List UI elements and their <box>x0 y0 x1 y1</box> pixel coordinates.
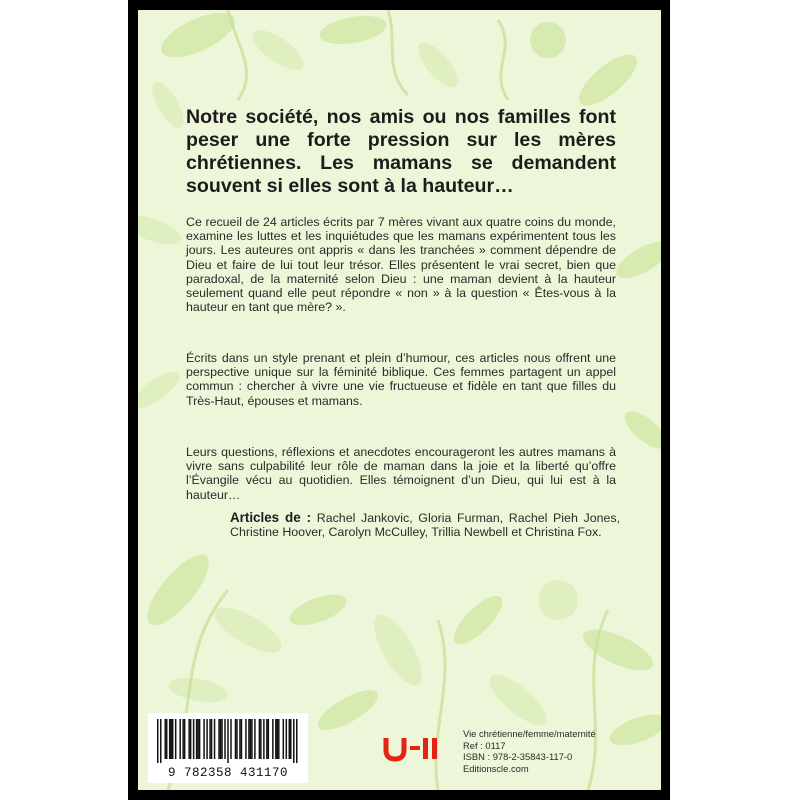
back-cover <box>138 10 661 790</box>
barcode-bar <box>275 719 276 759</box>
barcode-bar <box>179 719 180 759</box>
description-paragraph-1: Ce recueil de 24 articles écrits par 7 mères vivant aux quatre coins du monde, examine les luttes et les inquiétudes que les mamans expérimentent tous les jours. Les auteures ont appris « dans les tranchées » comment dépendre de Dieu et faire de lui tout leur trésor. Elles présentent le vrai secret, bien que paradoxal, de la maternité selon Dieu : une maman devient à la hauteur seulement quand elle peut répondre « non » à la question « Êtes-vous à la hauteur en tant que mère? ». <box>186 215 616 315</box>
barcode-bar <box>169 719 170 759</box>
barcode-bar <box>263 719 264 759</box>
description-paragraph-2: Écrits dans un style prenant et plein d’humour, ces articles nous offrent une perspective unique sur la féminité biblique. Ces femmes partagent un appel commun : chercher à vivre une vie fructueuse et fidèle en tant que filles du Très-Haut, épouses et mamans. <box>186 351 616 408</box>
barcode-bar <box>254 719 255 759</box>
barcode-bar <box>160 719 161 763</box>
barcode-bar <box>164 719 165 759</box>
barcode-bar <box>227 719 228 763</box>
barcode-bar <box>236 719 237 759</box>
barcode-bar <box>190 719 191 759</box>
barcode-bar <box>166 719 167 759</box>
barcode-bar <box>250 719 251 759</box>
barcode-bar <box>230 719 231 759</box>
barcode-bar <box>221 719 222 759</box>
barcode-bar <box>196 719 197 759</box>
category-text: Vie chrétienne/femme/maternité <box>463 728 596 739</box>
barcode-bars <box>157 719 299 763</box>
articles-authors: Rachel Jankovic, Gloria Furman, Rachel Pieh Jones, Christine Hoover, Carolyn McCulley, Trillia Newbell et Christina Fox. <box>230 511 621 540</box>
barcode-bar <box>248 719 249 759</box>
articles-credits <box>230 511 620 539</box>
barcode-bar <box>218 719 219 759</box>
barcode-number: 9 782358 431170 <box>167 766 289 780</box>
barcode-bar <box>203 719 204 759</box>
headline: Notre société, nos amis ou nos familles font peser une forte pression sur les mères chrétiennes. Les mamans se demandent souvent si elles sont à la hauteur… <box>186 106 616 197</box>
barcode-bar <box>296 719 297 763</box>
barcode-bar <box>193 719 194 759</box>
barcode-bar <box>277 719 278 759</box>
barcode-bar <box>286 719 287 759</box>
barcode-bar <box>245 719 246 759</box>
articles-label: Articles de : <box>230 510 312 525</box>
publisher-info <box>463 728 653 774</box>
barcode-bar <box>157 719 158 763</box>
barcode-bar <box>266 719 267 759</box>
barcode-bar <box>283 719 284 759</box>
barcode-bar <box>206 719 207 759</box>
barcode-bar <box>289 719 290 759</box>
barcode-bar <box>272 719 273 759</box>
barcode-bar <box>184 719 185 759</box>
barcode-bar <box>239 719 240 759</box>
barcode-bar <box>211 719 212 759</box>
barcode-bar <box>293 719 294 763</box>
barcode-bar <box>224 719 225 759</box>
barcode-bar <box>214 719 215 759</box>
barcode <box>148 713 308 783</box>
publisher-logo <box>383 736 441 762</box>
barcode-bar <box>170 719 171 759</box>
barcode-bar <box>172 719 173 759</box>
barcode-bar <box>259 719 260 759</box>
barcode-bar <box>268 719 269 759</box>
website-text: Editionscle.com <box>463 762 529 774</box>
barcode-bar <box>278 719 279 759</box>
barcode-bar <box>197 719 198 759</box>
barcode-bar <box>260 719 261 759</box>
reference-text: Ref : 0117 <box>463 739 506 751</box>
barcode-bar <box>209 719 210 759</box>
isbn-text: ISBN : 978-2-35843-117-0 <box>463 751 573 763</box>
barcode-bar <box>188 719 189 759</box>
barcode-bar <box>241 719 242 759</box>
barcode-bar <box>199 719 200 759</box>
barcode-bar <box>251 719 252 759</box>
barcode-bar <box>290 719 291 759</box>
description-paragraph-3: Leurs questions, réflexions et anecdotes encourageront les autres mamans à vivre sans culpabilité leur rôle de maman dans la joie et la liberté qu’offre l’Évangile vécu au quotidien. Elles témoignent d’un Dieu, qui lui est à la hauteur… <box>186 445 616 502</box>
barcode-bar <box>175 719 176 759</box>
barcode-bar <box>220 719 221 759</box>
barcode-bar <box>235 719 236 759</box>
barcode-bar <box>182 719 183 759</box>
